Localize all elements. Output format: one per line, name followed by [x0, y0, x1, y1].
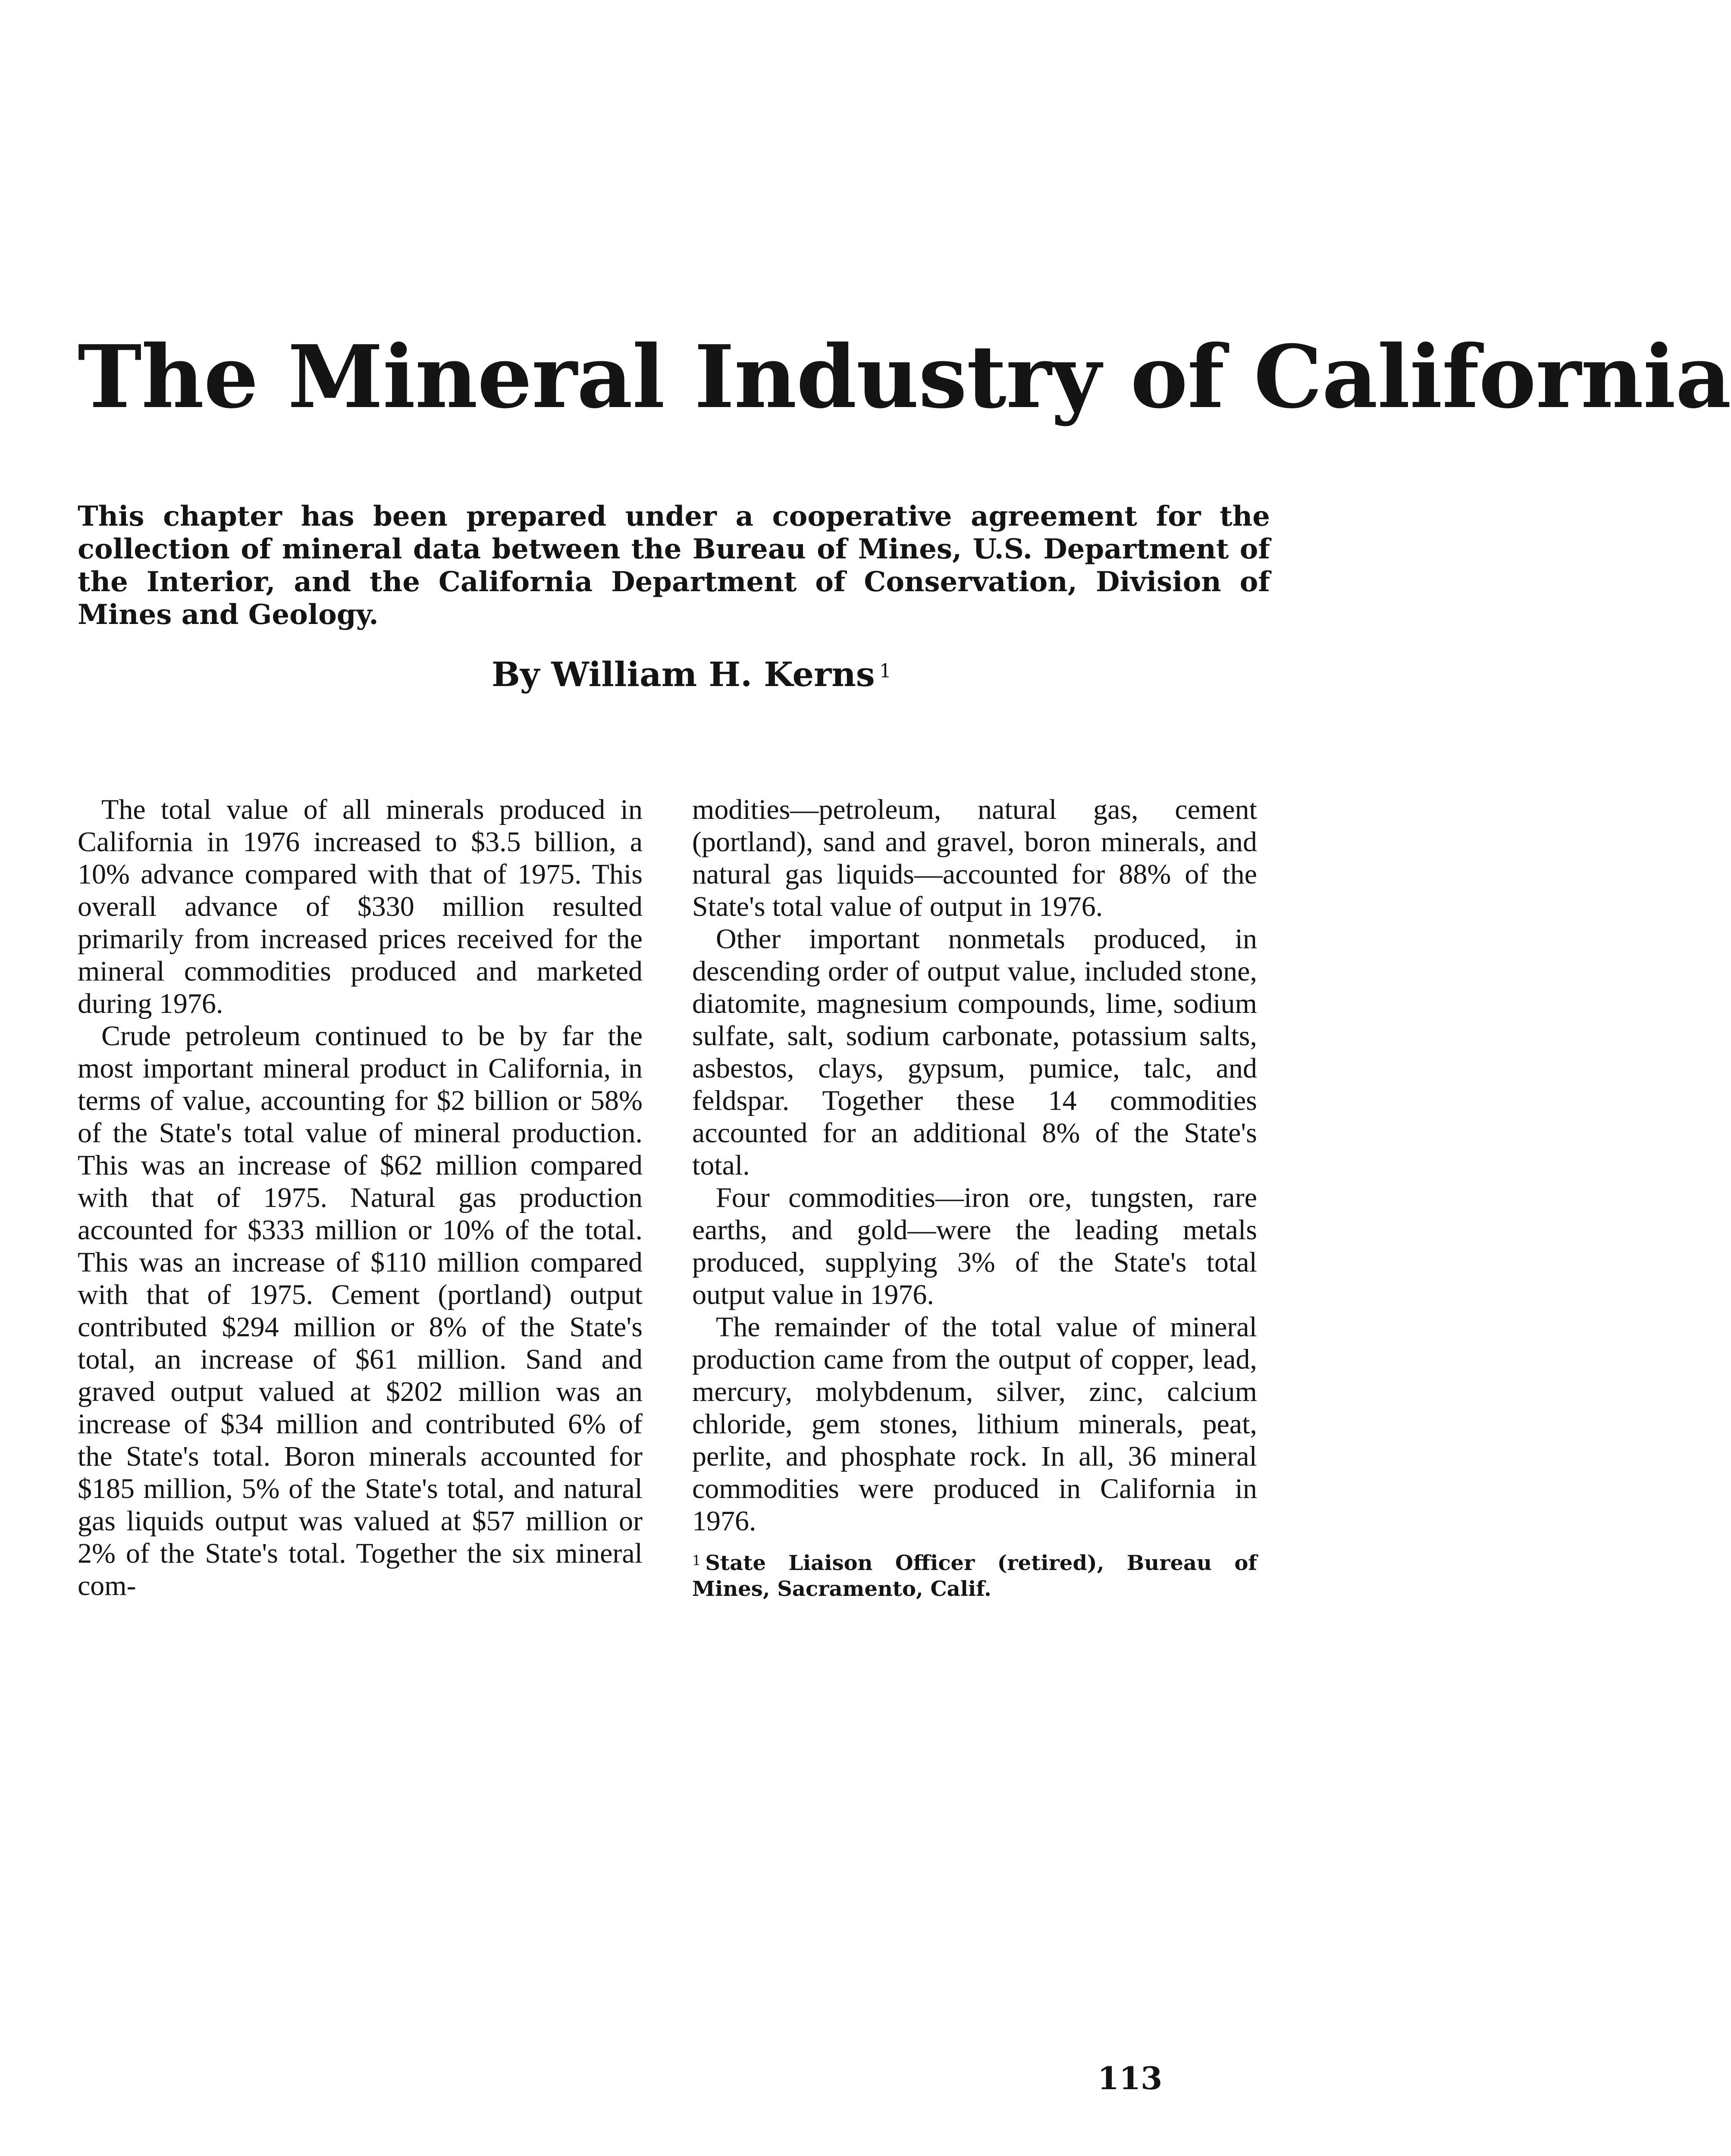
paragraph-continued: modities—petroleum, natural gas, cement (portland), sand and gravel, boron minerals, and natural gas liquids—accounted for 88% of the State's total value of output in 1976.	[692, 794, 1257, 922]
author-byline	[492, 653, 923, 696]
paragraph: Crude petroleum continued to be by far the most important mineral product in California, in terms of value, accounting for $2 billion or 58% of the State's total value of mineral production. This was an increase of $62 million compared with that of 1975. Natural gas production accounted for $333 million or 10% of the total. This was an increase of $110 million compared with that of 1975. Cement (portland) output contributed $294 million or 8% of the State's total, an increase of $61 million. Sand and graved output valued at $202 million was an increase of $34 million and contributed 6% of the State's total. Boron minerals accounted for $185 million, 5% of the State's total, and natural gas liquids output was valued at $57 million or 2% of the State's total. Together the six mineral com-	[78, 1020, 643, 1601]
paragraph: Other important nonmetals produced, in descending order of output value, included stone, diatomite, magnesium compounds, lime, sodium sulfate, salt, sodium carbonate, potassium salts, asbestos, clays, gypsum, pumice, talc, and feldspar. Together these 14 commodities accounted for an additional 8% of the State's total.	[692, 923, 1257, 1181]
author-footnote-marker: 1	[879, 660, 891, 682]
paragraph: The remainder of the total value of mineral production came from the output of copper, lead, mercury, molybdenum, silver, zinc, calcium chloride, gem stones, lithium minerals, peat, perlite, and phosphate rock. In all, 36 mineral commodities were produced in California in 1976.	[692, 1311, 1257, 1537]
footnote-marker: 1	[692, 1552, 701, 1569]
paragraph: Four commodities—iron ore, tungsten, rare earths, and gold—were the leading metals produced, supplying 3% of the State's total output value in 1976.	[692, 1182, 1257, 1310]
chapter-title: The Mineral Industry of California	[78, 326, 1731, 428]
page-number: 113	[1098, 2060, 1163, 2096]
author-name: By William H. Kerns	[492, 655, 875, 694]
paragraph: The total value of all minerals produced in California in 1976 increased to $3.5 billion, a 10% advance compared with that of 1975. This overall advance of $330 million resulted primarily from increased prices received for the mineral commodities produced and marketed during 1976.	[78, 794, 643, 1019]
footnote	[692, 1550, 1257, 1602]
cooperative-agreement-note: This chapter has been prepared under a cooperative agreement for the collection of mineral data between the Bureau of Mines, U.S. Department of the Interior, and the California Department of Conservation, Division of Mines and Geology.	[78, 500, 1270, 631]
footnote-text: State Liaison Officer (retired), Bureau of Mines, Sacramento, Calif.	[692, 1551, 1257, 1601]
right-column	[692, 793, 1257, 1602]
left-column	[78, 793, 643, 1602]
